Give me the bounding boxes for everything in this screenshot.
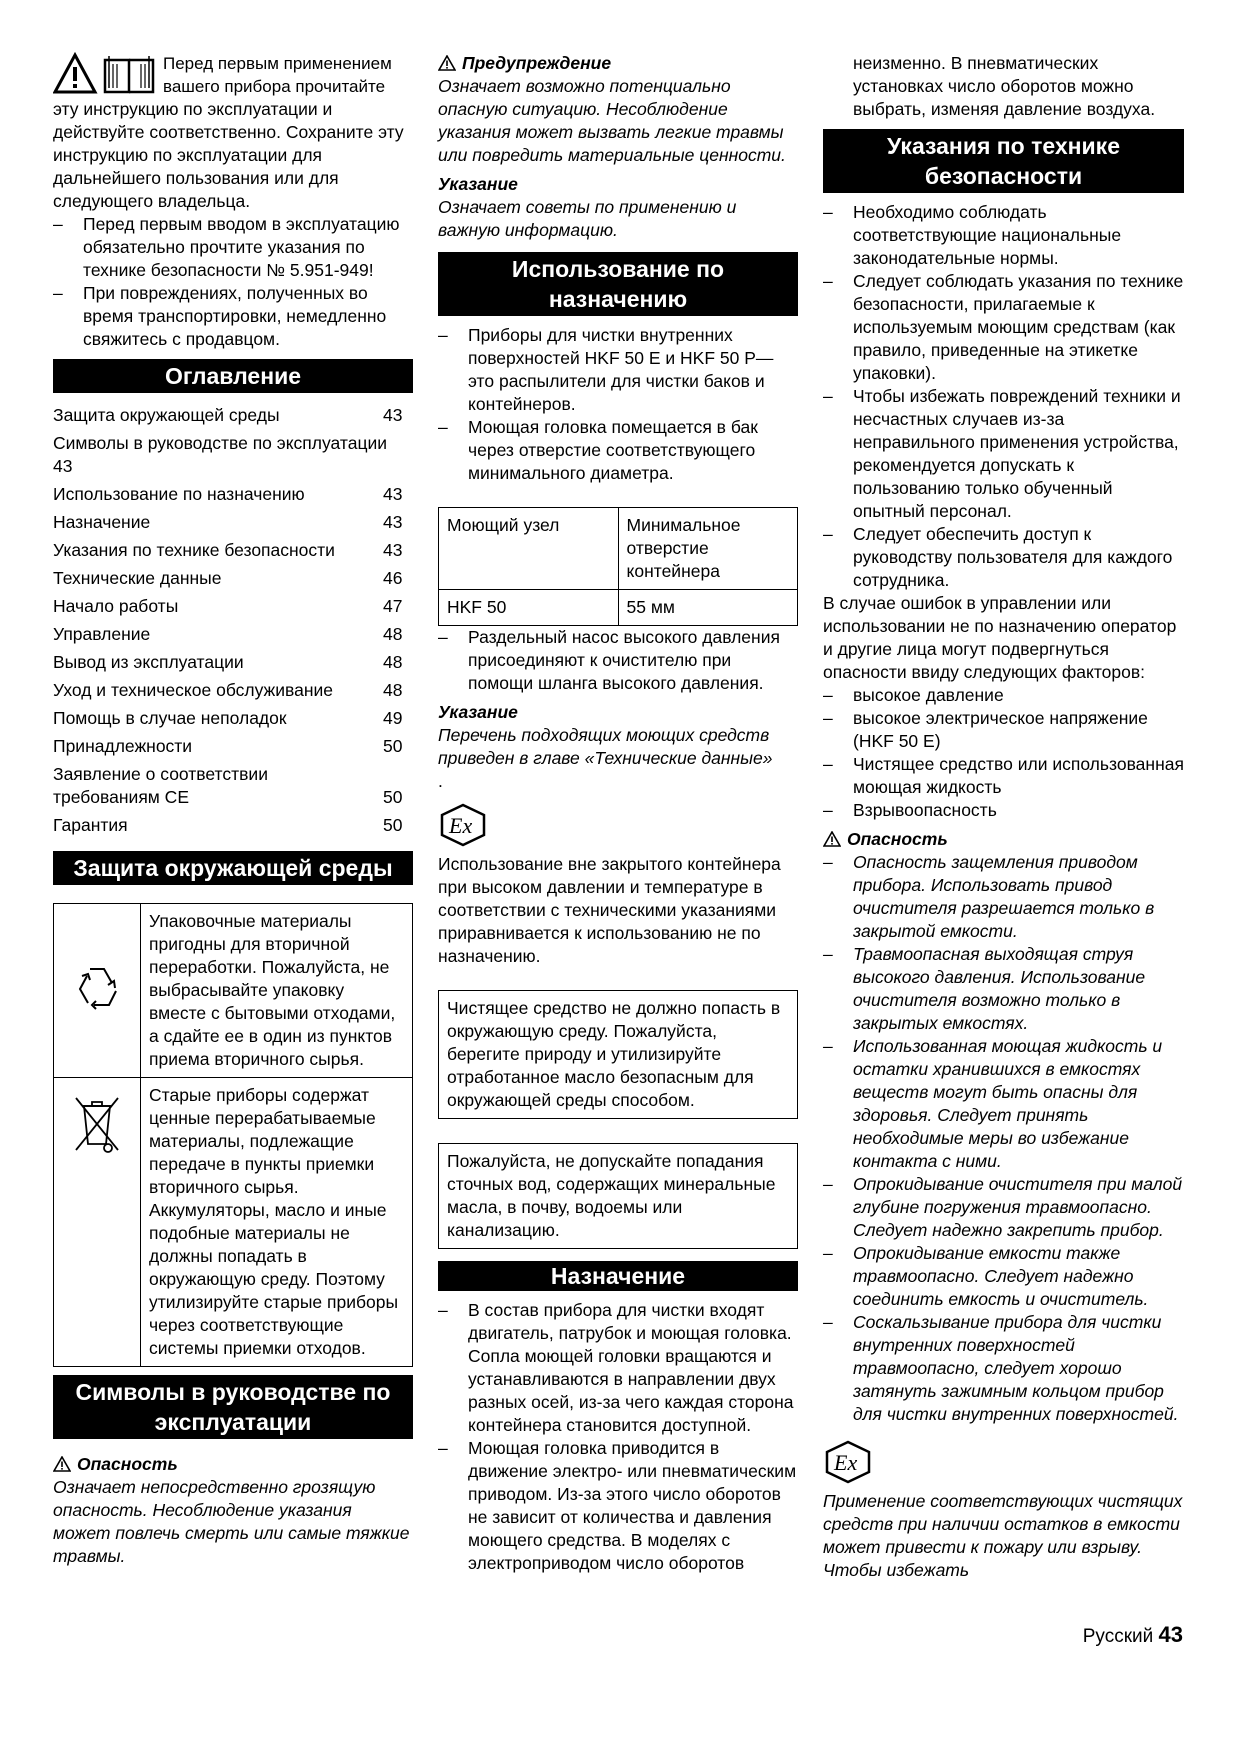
warning-triangle-icon — [438, 55, 456, 71]
toc-label: Уход и техническое обслуживание — [53, 679, 334, 700]
toc-page: 48 — [383, 679, 403, 700]
table-row — [54, 1078, 413, 1367]
toc-page: 43 — [383, 404, 403, 425]
danger-label — [53, 1453, 413, 1476]
table-row — [439, 508, 798, 590]
crossed-bin-icon — [72, 1092, 122, 1156]
hazard-factors-list — [823, 684, 1184, 822]
list-item: – Моющая головка приводится в движение электро- или пневматическим приводом. Из-за этого число оборотов не зависит от количества и давления моющего средства. В моделях с электроприводом число оборотов — [438, 1437, 798, 1575]
wastewater-note-box — [438, 1143, 798, 1249]
list-item: – При повреждениях, полученных во время транспортировки, немедленно свяжитесь с продавцом. — [53, 282, 413, 351]
toc-label: Защита окружающей среды — [53, 404, 280, 425]
list-item: – В состав прибора для чистки входят двигатель, патрубок и моющая головка. Сопла моющей головки вращаются и устанавливаются в направлении двух разных осей, из-за чего каждая сторона контейнера становится доступной. — [438, 1299, 798, 1437]
safety-list — [823, 201, 1184, 592]
toc-entry[interactable] — [53, 429, 413, 480]
table-of-contents — [53, 401, 413, 839]
bin-cell — [54, 1078, 141, 1367]
toc-entry[interactable] — [53, 704, 413, 732]
column-right — [823, 52, 1184, 1582]
environment-heading: Защита окружающей среды — [53, 851, 413, 885]
toc-label: Технические данные — [53, 567, 222, 588]
toc-label: Помощь в случае неполадок — [53, 707, 287, 728]
toc-label: Начало работы — [53, 595, 179, 616]
recycling-icon — [68, 959, 126, 1017]
symbols-heading: Символы в руководстве по эксплуатации — [53, 1375, 413, 1439]
ex-explosion-icon — [823, 1440, 873, 1484]
list-item: – Следует соблюдать указания по технике безопасности, прилагаемые к используемым моющим средствам (как правило, приведенные на этикетке упаковки). — [823, 270, 1184, 385]
note-text: Означает советы по применению и важную информацию. — [438, 197, 737, 240]
list-item: – Моющая головка помещается в бак через отверстие соответствующего минимального диаметра. — [438, 416, 798, 485]
intro-list — [53, 213, 413, 351]
toc-heading: Оглавление — [53, 359, 413, 393]
toc-entry[interactable] — [53, 592, 413, 620]
toc-page: 49 — [383, 707, 403, 728]
table-cell: HKF 50 — [439, 590, 619, 626]
usage-list-2 — [438, 626, 798, 695]
toc-label: Указания по технике безопасности — [53, 539, 335, 560]
list-item: – Опрокидывание очистителя при малой глубине погружения травмоопасно. Следует надежно закрепить прибор. — [823, 1173, 1184, 1242]
toc-label: Назначение — [53, 511, 151, 532]
table-row — [439, 590, 798, 626]
toc-label: Принадлежности — [53, 735, 193, 756]
ex-text: Применение соответствующих чистящих средств при наличии остатков в емкости может привести к пожару или взрыву. Чтобы избежать — [823, 1491, 1183, 1580]
list-item: – Раздельный насос высокого давления присоединяют к очистителю при помощи шланга высокого давления. — [438, 626, 798, 695]
list-item: – Соскальзывание прибора для чистки внутренних поверхностей травмоопасно, следует хорошо затянуть зажимным кольцом прибор для чистки внутренних поверхностей. — [823, 1311, 1184, 1426]
note-label: Указание — [438, 702, 518, 722]
list-item: – Следует обеспечить доступ к руководству пользователя для каждого сотрудника. — [823, 523, 1184, 592]
toc-entry[interactable] — [53, 480, 413, 508]
danger-label-text: Опасность — [847, 829, 948, 849]
toc-page: 48 — [383, 623, 403, 644]
toc-label: Управление — [53, 623, 151, 644]
list-item: – Взрывоопасность — [823, 799, 1184, 822]
toc-entry[interactable] — [53, 564, 413, 592]
danger-label — [823, 828, 1184, 851]
list-item: – Опасность защемления приводом прибора. Использовать привод очистителя разрешается только в закрытой емкости. — [823, 851, 1184, 943]
toc-page: 46 — [383, 567, 403, 588]
toc-page: 50 — [383, 786, 403, 807]
list-item: – Чтобы избежать повреждений техники и несчастных случаев из-за неправильного применения устройства, рекомендуется допускать к пользованию только обученный опытный персонал. — [823, 385, 1184, 523]
list-item: – Необходимо соблюдать соответствующие национальные законодательные нормы. — [823, 201, 1184, 270]
usage-list — [438, 324, 798, 485]
page-number: 43 — [1158, 1622, 1183, 1647]
purpose-heading: Назначение — [438, 1261, 798, 1291]
toc-entry[interactable] — [53, 620, 413, 648]
toc-entry[interactable] — [53, 508, 413, 536]
list-item: – Перед первым вводом в эксплуатацию обязательно прочтите указания по технике безопасности № 5.951-949! — [53, 213, 413, 282]
list-item: – Приборы для чистки внутренних поверхностей HKF 50 E и HKF 50 P— это распылители для чистки баков и контейнеров. — [438, 324, 798, 416]
toc-page: 48 — [383, 651, 403, 672]
warning-text: Означает возможно потенциально опасную ситуацию. Несоблюдение указания может вызвать легкие травмы или повредить материальные ценности. — [438, 76, 786, 165]
toc-entry[interactable] — [53, 648, 413, 676]
toc-entry[interactable] — [53, 732, 413, 760]
usage-heading: Использование по назначению — [438, 252, 798, 316]
table-row — [54, 904, 413, 1078]
danger-list — [823, 851, 1184, 1426]
intro — [53, 52, 413, 351]
intro-text-first: Перед первым применением вашего прибора прочитайте — [163, 54, 392, 96]
box-text: Пожалуйста, не допускайте попадания сточных вод, содержащих минеральные масла, в почву, водоемы или канализацию. — [447, 1151, 776, 1240]
box-text: Чистящее средство не должно попасть в окружающую среду. Пожалуйста, берегите природу и утилизируйте отработанное масло безопасным для окружающей среды способом. — [447, 998, 781, 1110]
warning-triangle-icon — [823, 831, 841, 847]
purpose-continued: неизменно. В пневматических установках число оборотов можно выбрать, изменяя давление воздуха. — [853, 53, 1156, 119]
danger-label-text: Опасность — [77, 1454, 178, 1474]
toc-label: Заявление о соответствии требованиям СЕ — [53, 763, 268, 807]
toc-page: 43 — [383, 511, 403, 532]
note-text: Перечень подходящих моющих средств приведен в главе «Технические данные» — [438, 725, 773, 768]
toc-label: Символы в руководстве по эксплуатации — [53, 432, 388, 453]
safety-heading: Указания по технике безопасности — [823, 129, 1184, 193]
recycling-cell — [54, 904, 141, 1078]
toc-page: 43 — [383, 483, 403, 504]
toc-page: 43 — [383, 539, 403, 560]
warning-label — [438, 52, 798, 75]
safety-paragraph: В случае ошибок в управлении или использовании не по назначению оператор и другие лица могут подвергнуться опасности ввиду следующих факторов: — [823, 593, 1177, 682]
ex-text: Использование вне закрытого контейнера при высоком давлении и температуре в соответствии с техническими указаниями приравнивается к использованию не по назначению. — [438, 854, 781, 966]
svg-text:Ex: Ex — [834, 1450, 858, 1475]
toc-page: 43 — [53, 455, 73, 476]
intro-text: эту инструкцию по эксплуатации и действуйте соответственно. Сохраните эту инструкцию по эксплуатации для дальнейшего пользования или для следующего владельца. — [53, 99, 404, 211]
toc-entry[interactable] — [53, 811, 413, 839]
column-middle — [438, 52, 798, 1575]
page-footer — [1083, 1623, 1183, 1648]
opening-table — [438, 507, 798, 626]
toc-entry[interactable] — [53, 401, 413, 429]
toc-label: Использование по назначению — [53, 483, 305, 504]
ex-explosion-icon — [438, 803, 488, 847]
note-tail: . — [438, 771, 443, 791]
toc-page: 47 — [383, 595, 403, 616]
toc-page: 50 — [383, 735, 403, 756]
table-header: Моющий узел — [439, 508, 619, 590]
environment-note-box — [438, 990, 798, 1119]
toc-entry[interactable] — [53, 760, 413, 811]
list-item: – Опрокидывание емкости также травмоопасно. Следует надежно соединить емкость и очиститель. — [823, 1242, 1184, 1311]
warning-label-text: Предупреждение — [462, 53, 612, 73]
note-label: Указание — [438, 174, 518, 194]
table-cell: 55 мм — [618, 590, 798, 626]
manual-book-icon — [105, 56, 153, 92]
danger-text: Означает непосредственно грозящую опасность. Несоблюдение указания может повлечь смерть или самые тяжкие травмы. — [53, 1477, 410, 1566]
table-header: Минимальное отверстие контейнера — [618, 508, 798, 590]
list-item: – высокое давление — [823, 684, 1184, 707]
toc-page: 50 — [383, 814, 403, 835]
warning-manual-icons — [53, 52, 157, 98]
purpose-list — [438, 1299, 798, 1575]
list-item: – Чистящее средство или использованная моющая жидкость — [823, 753, 1184, 799]
toc-entry[interactable] — [53, 676, 413, 704]
recycling-text: Упаковочные материалы пригодны для вторичной переработки. Пожалуйста, не выбрасывайте упаковку вместе с бытовыми отходами, а сдайте ее в один из пунктов приема вторичного сырья. — [141, 904, 413, 1078]
list-item: – Травмоопасная выходящая струя высокого давления. Использование очистителя возможно только в закрытых емкостях. — [823, 943, 1184, 1035]
column-left — [53, 52, 413, 1568]
list-item: – Использованная моющая жидкость и остатки хранившихся в емкостях веществ могут быть опасны для здоровья. Следует принять необходимые меры во избежание контакта с ними. — [823, 1035, 1184, 1173]
toc-label: Гарантия — [53, 814, 128, 835]
old-devices-text: Старые приборы содержат ценные перерабатываемые материалы, подлежащие передаче в пункты приемки вторичного сырья. Аккумуляторы, масло и иные подобные материалы не должны попадать в окружающую среду. Поэтому утилизируйте старые приборы через соответствующие системы приемки отходов. — [141, 1078, 413, 1367]
toc-label: Вывод из эксплуатации — [53, 651, 244, 672]
footer-language: Русский — [1082, 1626, 1154, 1647]
environment-table — [53, 903, 413, 1367]
toc-entry[interactable] — [53, 536, 413, 564]
list-item: – высокое электрическое напряжение (HKF 50 E) — [823, 707, 1184, 753]
warning-triangle-icon — [53, 1456, 71, 1472]
svg-text:Ex: Ex — [449, 813, 473, 838]
warning-triangle-icon — [53, 52, 157, 96]
